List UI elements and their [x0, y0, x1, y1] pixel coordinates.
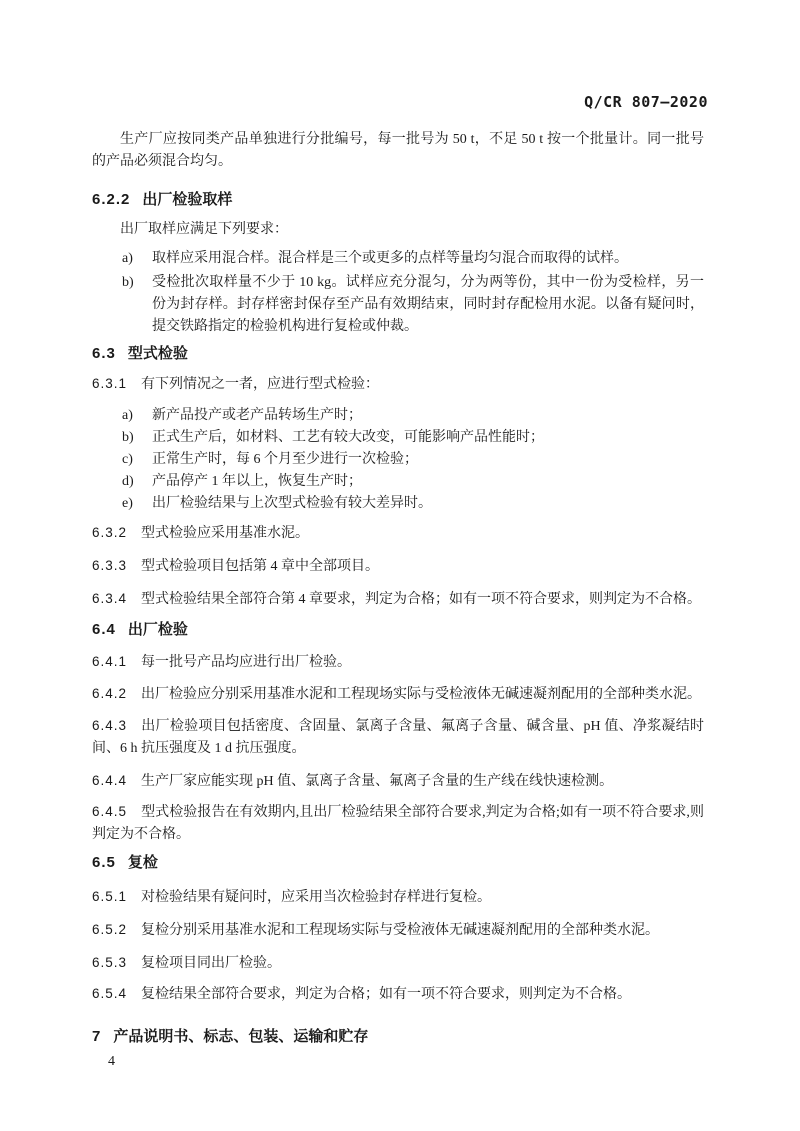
- list-marker: a): [122, 408, 133, 423]
- clause-paragraph: [92, 373, 704, 396]
- clause-paragraph: [92, 715, 704, 760]
- clause-text: 型式检验结果全部符合第 4 章要求，判定为合格；如有一项不符合要求，则判定为不合格。: [141, 592, 702, 607]
- section-heading: [92, 189, 704, 211]
- doc-code-header: Q/CR 807—2020: [584, 93, 708, 111]
- clause-number: 6.4.1: [92, 654, 128, 669]
- clause-number: 6.3.2: [92, 525, 128, 540]
- paragraph: 出厂取样应满足下列要求：: [120, 222, 288, 237]
- clause-text: 对检验结果有疑问时，应采用当次检验封存样进行复检。: [141, 890, 492, 905]
- section-number: 6.2.2: [92, 191, 131, 208]
- page-number: 4: [108, 1054, 115, 1069]
- clause-text: 型式检验应采用基准水泥。: [141, 526, 310, 541]
- list-item-text: 产品停产 1 年以上，恢复生产时；: [152, 474, 362, 489]
- paragraph: 生产厂应按同类产品单独进行分批编号，每一批号为 50 t，不足 50 t 按一个批量计。同一批号的产品必须混合均匀。: [92, 132, 704, 169]
- clause-paragraph: [92, 683, 704, 706]
- clause-paragraph: [92, 522, 704, 545]
- list-item: [92, 493, 704, 515]
- list-item: [92, 427, 704, 449]
- section-title: 复检: [127, 854, 158, 871]
- clause-number: 6.4.3: [92, 718, 128, 733]
- list-item-text: 取样应采用混合样。混合样是三个或更多的点样等量均匀混合而取得的试样。: [152, 251, 628, 266]
- section-title: 出厂检验取样: [142, 191, 233, 208]
- clause-paragraph: [92, 952, 704, 975]
- section-number: 6.5: [92, 854, 116, 871]
- section-heading: [92, 852, 704, 874]
- clause-text: 出厂检验应分别采用基准水泥和工程现场实际与受检液体无碱速凝剂配用的全部种类水泥。: [141, 687, 702, 702]
- clause-text: 复检项目同出厂检验。: [141, 956, 282, 971]
- clause-paragraph: [92, 919, 704, 942]
- section-title: 出厂检验: [127, 621, 188, 638]
- list-item: [92, 449, 704, 471]
- list-marker: b): [122, 430, 134, 445]
- section-heading: [92, 343, 704, 365]
- clause-number: 6.5.2: [92, 922, 128, 937]
- list-marker: c): [122, 452, 133, 467]
- list-item-text: 出厂检验结果与上次型式检验有较大差异时。: [152, 496, 432, 511]
- clause-text: 复检结果全部符合要求，判定为合格；如有一项不符合要求，则判定为不合格。: [141, 987, 632, 1002]
- clause-text: 复检分别采用基准水泥和工程现场实际与受检液体无碱速凝剂配用的全部种类水泥。: [141, 923, 660, 938]
- clause-number: 6.3.3: [92, 558, 128, 573]
- list-item: [92, 471, 704, 493]
- clause-number: 6.4.5: [92, 804, 128, 819]
- list-item: [92, 272, 704, 338]
- clause-paragraph: [92, 588, 704, 611]
- clause-number: 6.5.4: [92, 986, 128, 1001]
- document-body: [0, 111, 800, 1070]
- clause-text: 每一批号产品均应进行出厂检验。: [141, 655, 352, 670]
- section-heading: [92, 1026, 704, 1048]
- section-number: 7: [92, 1028, 102, 1045]
- list-marker: e): [122, 496, 133, 511]
- clause-text: 有下列情况之一者，应进行型式检验：: [141, 377, 380, 392]
- clause-number: 6.5.3: [92, 955, 128, 970]
- section-number: 6.4: [92, 621, 116, 638]
- section-title: 产品说明书、标志、包装、运输和贮存: [113, 1028, 369, 1045]
- clause-paragraph: [92, 983, 704, 1006]
- clause-paragraph: [92, 770, 704, 793]
- list-item-text: 正常生产时，每 6 个月至少进行一次检验；: [152, 452, 418, 467]
- list-marker: a): [122, 251, 133, 266]
- clause-paragraph: [92, 651, 704, 674]
- clause-paragraph: [92, 886, 704, 909]
- list-item: [92, 405, 704, 427]
- list-item-text: 受检批次取样量不少于 10 kg。试样应充分混匀，分为两等份，其中一份为受检样，另一份为封存样。封存样密封保存至产品有效期结束，同时封存配检用水泥。以备有疑问时，提交铁路指定的检验机构进行复检或仲裁。: [152, 275, 704, 334]
- clause-number: 6.3.4: [92, 591, 128, 606]
- clause-text: 型式检验报告在有效期内,且出厂检验结果全部符合要求,判定为合格;如有一项不符合要求,则判定为不合格。: [92, 805, 704, 842]
- clause-text: 生产厂家应能实现 pH 值、氯离子含量、氟离子含量的生产线在线快速检测。: [141, 774, 614, 789]
- list-marker: b): [122, 275, 134, 290]
- clause-text: 出厂检验项目包括密度、含固量、氯离子含量、氟离子含量、碱含量、pH 值、净浆凝结时间、6 h 抗压强度及 1 d 抗压强度。: [92, 719, 704, 756]
- list-item-text: 正式生产后，如材料、工艺有较大改变，可能影响产品性能时；: [152, 430, 544, 445]
- section-number: 6.3: [92, 345, 116, 362]
- clause-number: 6.5.1: [92, 889, 128, 904]
- clause-paragraph: [92, 801, 704, 846]
- list-item-text: 新产品投产或老产品转场生产时；: [152, 408, 362, 423]
- clause-paragraph: [92, 555, 704, 578]
- list-item: [92, 248, 704, 270]
- section-title: 型式检验: [127, 345, 188, 362]
- list-marker: d): [122, 474, 134, 489]
- clause-number: 6.3.1: [92, 376, 128, 391]
- clause-number: 6.4.4: [92, 773, 128, 788]
- clause-number: 6.4.2: [92, 686, 128, 701]
- clause-text: 型式检验项目包括第 4 章中全部项目。: [141, 559, 380, 574]
- section-heading: [92, 619, 704, 641]
